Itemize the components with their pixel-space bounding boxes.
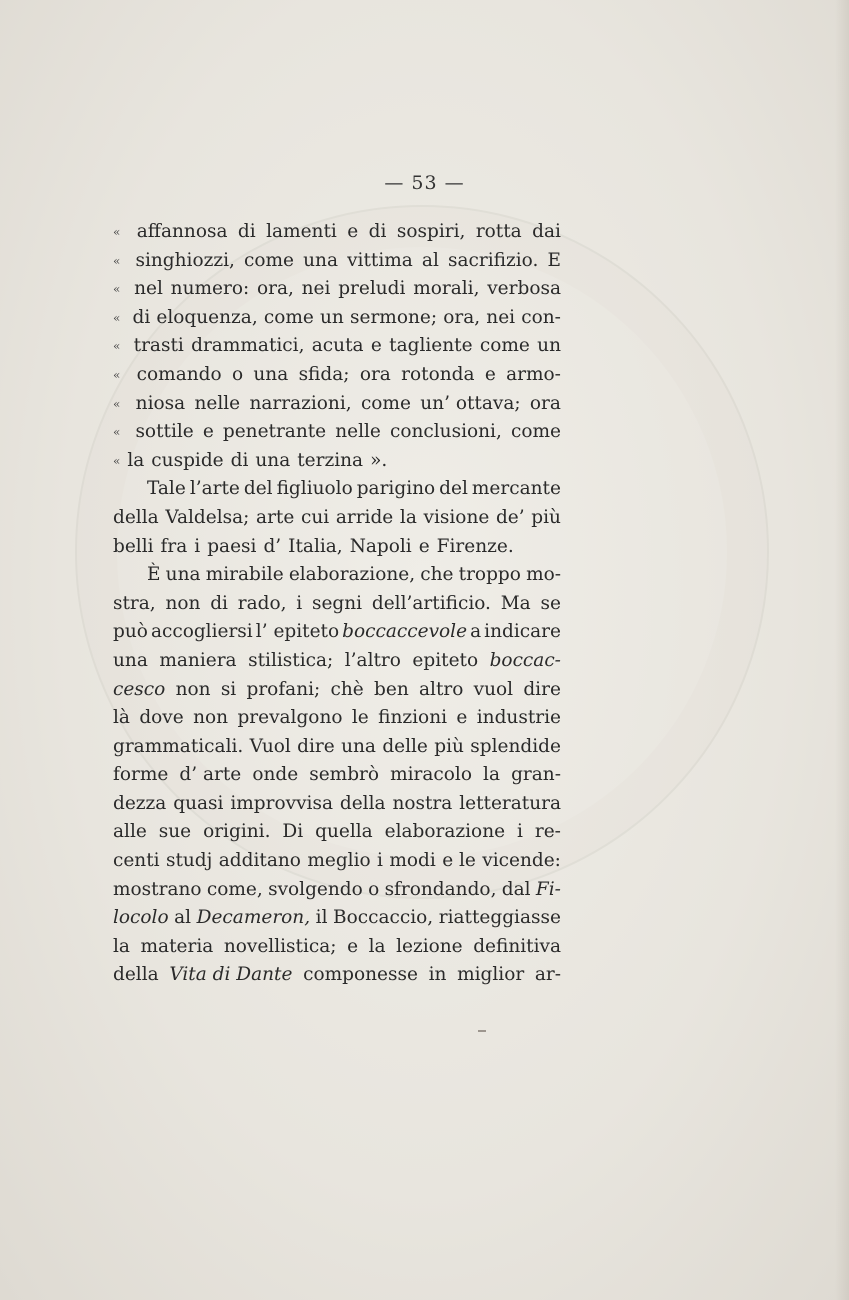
word: vittima [347, 249, 413, 271]
word: nelle [194, 392, 241, 414]
word: narrazioni, [249, 392, 352, 414]
text-line [113, 447, 561, 476]
word: una [255, 449, 291, 471]
word: mostrano [113, 878, 202, 900]
word: stilistica; [248, 649, 334, 671]
word: vuol [473, 678, 514, 700]
word: verbosa [487, 278, 561, 300]
word: elaborazione, [288, 564, 416, 586]
quotation-mark: « [113, 225, 121, 239]
word: onde [252, 764, 299, 786]
word: componesse [303, 964, 418, 986]
word: se [540, 592, 561, 614]
word: quella [315, 821, 373, 843]
word: cesco [113, 678, 166, 700]
word: come [244, 249, 294, 271]
word: la [483, 764, 500, 786]
text-line [113, 704, 561, 733]
word: cuspide [151, 449, 224, 471]
quotation-mark: « [113, 425, 121, 440]
word: sacrifizio. [447, 249, 539, 271]
word: mirabile [205, 564, 284, 586]
text-line [113, 647, 561, 676]
word: dire [297, 735, 335, 757]
word: forme [113, 764, 169, 786]
word: rado, [237, 592, 287, 614]
text-line [113, 618, 561, 647]
quotation-mark: « [113, 339, 121, 354]
word: armo- [506, 363, 561, 385]
word: ora, [256, 278, 294, 300]
word: trasti [133, 335, 184, 357]
word: come [510, 421, 561, 443]
quotation-mark: « [113, 367, 121, 382]
word: conclusioni, [389, 421, 502, 443]
text-line [113, 733, 561, 762]
word: della [113, 964, 159, 986]
word: l’altro [344, 649, 401, 671]
word: letteratura [459, 792, 561, 814]
word: numero: [170, 278, 250, 300]
word: troppo [458, 564, 521, 586]
word: parigino [356, 478, 436, 500]
word: E [547, 249, 561, 271]
word: dai [532, 221, 561, 242]
word: nei [301, 278, 331, 300]
word: e le [442, 850, 476, 872]
word: visione [423, 506, 490, 528]
word: niosa [135, 392, 186, 414]
word: e [370, 335, 382, 357]
word: origini. [203, 821, 271, 843]
text-line [113, 218, 561, 247]
word: stra, [113, 592, 156, 614]
word: arride [335, 506, 394, 528]
word: delle [382, 735, 428, 757]
word: vicende: [482, 850, 561, 872]
word: d’ [263, 535, 282, 557]
word: come, [206, 878, 263, 900]
word: un [320, 306, 344, 328]
word: ora, [443, 306, 481, 328]
word: può [113, 621, 148, 643]
word: rotonda [401, 363, 475, 385]
quotation-mark: « [113, 396, 121, 411]
word: ar- [534, 964, 561, 986]
word: tagliente [389, 335, 473, 357]
word: maniera [159, 649, 237, 671]
text-line [113, 818, 561, 847]
word: di [210, 592, 228, 614]
word: Italia, [288, 535, 343, 557]
word: industrie [476, 707, 561, 729]
word: i [517, 821, 523, 843]
word: nelle [335, 421, 381, 443]
text-line [113, 561, 561, 590]
quotation-mark: « [113, 310, 121, 325]
word: o [231, 363, 244, 385]
word: materia [140, 935, 214, 957]
text-line [113, 533, 561, 562]
word: e [484, 363, 496, 385]
word: acuta [311, 335, 364, 357]
text-line [113, 761, 561, 790]
word: segni [311, 592, 363, 614]
quotation-mark: « [113, 282, 121, 297]
word: come [360, 392, 411, 414]
word: una [113, 649, 148, 671]
word: riatteggiasse [438, 907, 561, 929]
text-line [113, 790, 561, 819]
word: la [113, 935, 130, 957]
word: la [127, 449, 145, 471]
word: novellistica; [223, 935, 337, 957]
word: non [165, 592, 201, 614]
word: chè [330, 678, 364, 700]
word: arte [256, 506, 295, 528]
word: Fi- [535, 878, 561, 900]
word: dire [523, 678, 561, 700]
quotation-mark: « [113, 453, 121, 468]
word: del [243, 478, 273, 500]
word: Valdelsa; [165, 506, 250, 528]
word: locolo [113, 907, 169, 929]
word: che [420, 564, 454, 586]
word: della [339, 792, 386, 814]
word: centi [113, 850, 160, 872]
word: una [341, 735, 376, 757]
word: ora [529, 392, 561, 414]
word: comando [136, 363, 222, 385]
word: studj [165, 850, 213, 872]
word: nel [134, 278, 163, 300]
text-line [113, 247, 561, 276]
word: sue [158, 821, 192, 843]
word: là [113, 707, 130, 729]
word: paesi [207, 535, 257, 557]
word: indicare [484, 621, 561, 643]
word: Decameron, [196, 907, 311, 929]
word: una [303, 249, 338, 271]
word: improvvisa [230, 792, 333, 814]
word: prevalgono [237, 707, 343, 729]
text-line [113, 275, 561, 304]
word: di [230, 449, 249, 471]
word: preludi [338, 278, 406, 300]
word: sermone; [350, 306, 438, 328]
word: singhiozzi, [135, 249, 235, 271]
text-line [113, 504, 561, 533]
word: Ma [500, 592, 531, 614]
word: come [263, 306, 314, 328]
word: in [428, 964, 447, 986]
word: non [193, 707, 229, 729]
word: cui [300, 506, 330, 528]
word: il [315, 907, 328, 929]
word: non [175, 678, 211, 700]
word: quasi [173, 792, 224, 814]
word: la [399, 506, 417, 528]
word: morali, [413, 278, 480, 300]
word: de’ [495, 506, 525, 528]
text-line [113, 961, 561, 990]
word: come [479, 335, 530, 357]
word: miglior [457, 964, 525, 986]
text-line [113, 304, 561, 333]
word: Napoli [349, 535, 412, 557]
word: figliuolo [276, 478, 353, 500]
word: sfida; [298, 363, 350, 385]
word: e [418, 535, 430, 557]
word: della [113, 506, 159, 528]
word: grammaticali. [113, 735, 244, 757]
text-line [113, 876, 561, 905]
word: l’arte [189, 478, 240, 500]
word: nostra [392, 792, 453, 814]
word: Tale [147, 478, 186, 500]
text-line [113, 847, 561, 876]
word: mercante [471, 478, 561, 500]
word: di [368, 221, 387, 242]
word: additano [218, 850, 301, 872]
word: modi [389, 850, 436, 872]
word: boccaccevole [342, 621, 468, 643]
word: i [296, 592, 303, 614]
word: e [347, 221, 359, 242]
word: definitiva [473, 935, 561, 957]
word: i [194, 535, 201, 557]
word: più [434, 735, 464, 757]
quotation-mark: « [113, 253, 121, 268]
word: Boccaccio, [333, 907, 434, 929]
word: splendide [470, 735, 561, 757]
word: elaborazione [384, 821, 506, 843]
word: svolgendo [268, 878, 363, 900]
word: la [368, 935, 386, 957]
word: al [174, 907, 192, 929]
text-line [113, 904, 561, 933]
word: gran- [511, 764, 561, 786]
word: lamenti [266, 221, 337, 242]
ink-mark [478, 1030, 486, 1032]
word: sottile [135, 421, 194, 443]
word: più [531, 506, 561, 528]
word: del [439, 478, 468, 500]
word: Vuol [249, 735, 291, 757]
word: Firenze. [436, 535, 514, 557]
word: epiteto [412, 649, 479, 671]
word: al [421, 249, 439, 271]
word: di [132, 306, 151, 328]
word: e [347, 935, 359, 957]
word: i [377, 850, 383, 872]
word: sfrondando, [384, 878, 497, 900]
word: a [470, 621, 482, 643]
word: e [456, 707, 468, 729]
word: dal [501, 878, 531, 900]
word: accogliersi [150, 621, 253, 643]
word: una [253, 363, 289, 385]
word: miracolo [390, 764, 472, 786]
word: È [147, 564, 161, 586]
word: re- [534, 821, 561, 843]
word: e [202, 421, 214, 443]
word: terzina [297, 449, 364, 471]
word: fra [160, 535, 188, 557]
word: dove [139, 707, 184, 729]
page-edge-shadow [835, 0, 849, 1300]
word: alle [113, 821, 147, 843]
word: rotta [475, 221, 522, 242]
word: mo- [526, 564, 561, 586]
text-line [113, 418, 561, 447]
text-line [113, 933, 561, 962]
word: sospiri, [396, 221, 466, 242]
text-line [113, 332, 561, 361]
word: o [368, 878, 380, 900]
word: un’ ottava; [420, 392, 521, 414]
word: l’ epiteto [255, 621, 340, 643]
word: Vita di Dante [169, 964, 293, 986]
word: affannosa [136, 221, 228, 242]
word: dezza [113, 792, 167, 814]
text-line [113, 361, 561, 390]
word: drammatici, [191, 335, 305, 357]
word: nei [486, 306, 516, 328]
word: un [537, 335, 561, 357]
word: boccac- [489, 649, 561, 671]
word: le [351, 707, 369, 729]
text-line [113, 676, 561, 705]
word: profani; [246, 678, 321, 700]
word: meglio [307, 850, 371, 872]
word: una [165, 564, 201, 586]
word: dell’artificio. [371, 592, 491, 614]
word: Di [282, 821, 304, 843]
word: con- [521, 306, 561, 328]
text-line [113, 590, 561, 619]
word: ora [359, 363, 391, 385]
word: d’ arte [179, 764, 242, 786]
word: ». [370, 449, 388, 471]
word: lezione [396, 935, 463, 957]
word: sembrò [309, 764, 380, 786]
word: penetrante [222, 421, 327, 443]
body-text [113, 218, 561, 990]
word: si [220, 678, 237, 700]
word: finzioni [378, 707, 448, 729]
text-line [113, 475, 561, 504]
word: altro [419, 678, 464, 700]
word: belli [113, 535, 154, 557]
word: eloquenza, [156, 306, 258, 328]
text-line [113, 390, 561, 419]
word: di [237, 221, 256, 242]
word: ben [374, 678, 409, 700]
page-number: — 53 — [384, 172, 465, 194]
